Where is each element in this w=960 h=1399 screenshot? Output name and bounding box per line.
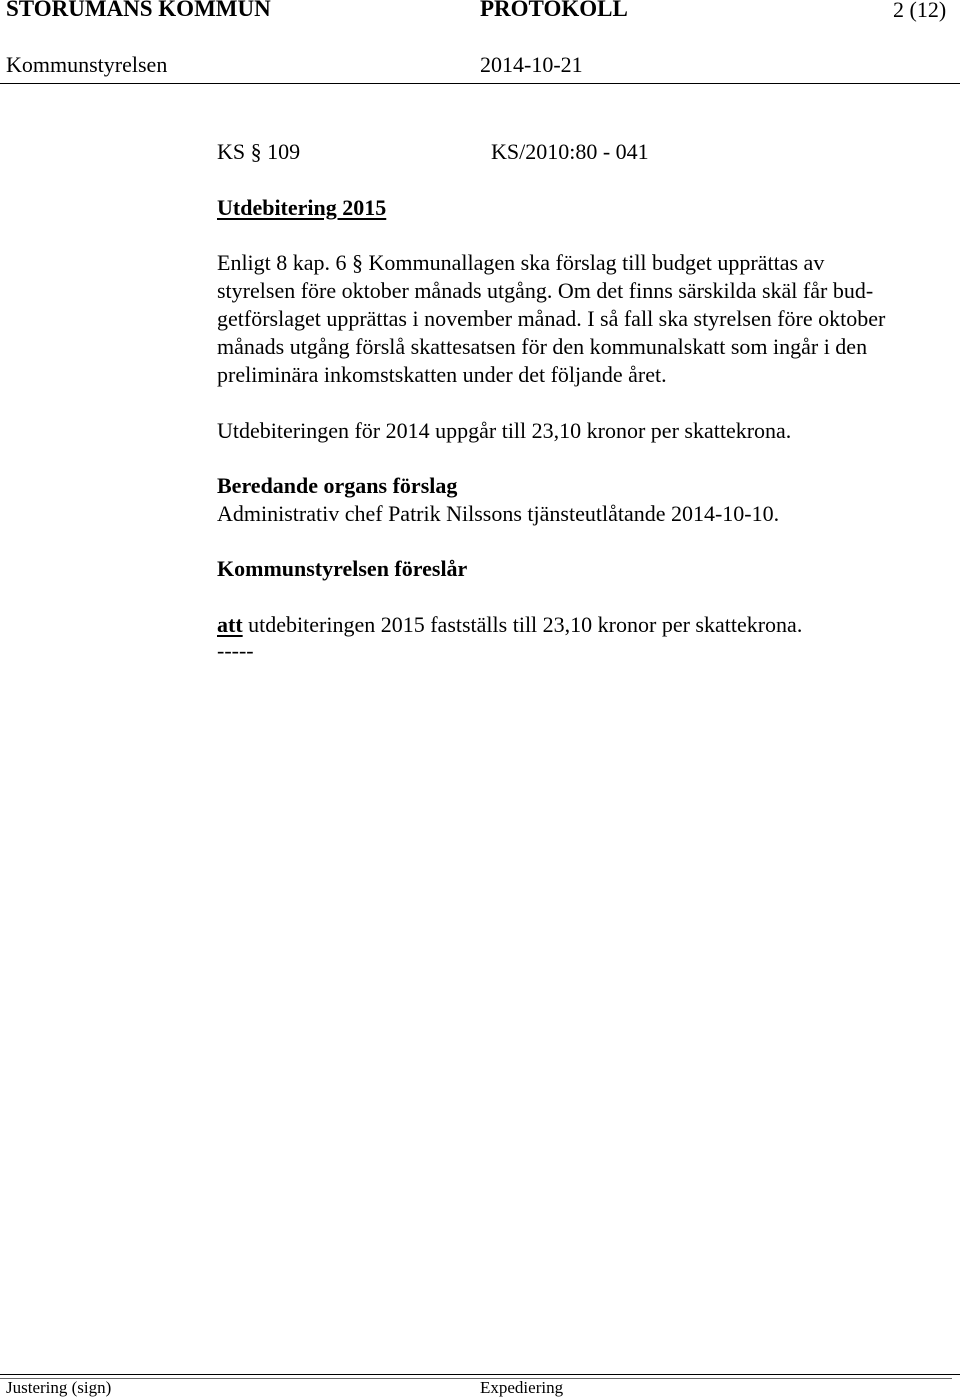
meeting-date: 2014-10-21 [480,52,583,77]
paragraph-current-rate: Utdebiteringen för 2014 uppgår till 23,10 kronor per skattekrona. [217,418,792,443]
footer-divider-secondary [0,1378,952,1379]
case-number: KS § 109 [217,139,301,164]
committee-name: Kommunstyrelsen [6,52,168,77]
preparatory-heading: Beredande organs förslag [217,473,458,498]
proposal-decision-text: utdebiteringen 2015 fastställs till 23,10 kronor per skattekrona. [242,612,803,637]
page-number: 2 (12) [893,0,947,22]
case-title: Utdebitering 2015 [217,195,387,220]
diary-number: KS/2010:80 - 041 [491,139,649,164]
paragraph-line: månads utgång förslå skattesatsen för den kommunalskatt som ingår i den [217,334,868,359]
paragraph-background [217,249,947,389]
header-divider [0,83,960,84]
proposal-decision [217,611,802,639]
document-type: PROTOKOLL [480,0,628,21]
justering-label: Justering (sign) [6,1378,112,1397]
paragraph-line: getförslaget upprättas i november månad. I så fall ska styrelsen före oktober [217,306,886,331]
paragraph-line: Enligt 8 kap. 6 § Kommunallagen ska förslag till budget upprättas av [217,250,825,275]
organization-name: STORUMANS KOMMUN [6,0,271,21]
footer-divider [0,1374,960,1375]
expediering-label: Expediering [480,1378,564,1397]
end-marker: ----- [217,638,254,663]
paragraph-line: preliminära inkomstskatten under det följande året. [217,362,667,387]
paragraph-line: styrelsen före oktober månads utgång. Om det finns särskilda skäl får bud- [217,278,874,303]
preparatory-text: Administrativ chef Patrik Nilssons tjänsteutlåtande 2014-10-10. [217,501,780,526]
att-keyword: att [217,612,243,637]
proposal-heading: Kommunstyrelsen föreslår [217,556,468,581]
